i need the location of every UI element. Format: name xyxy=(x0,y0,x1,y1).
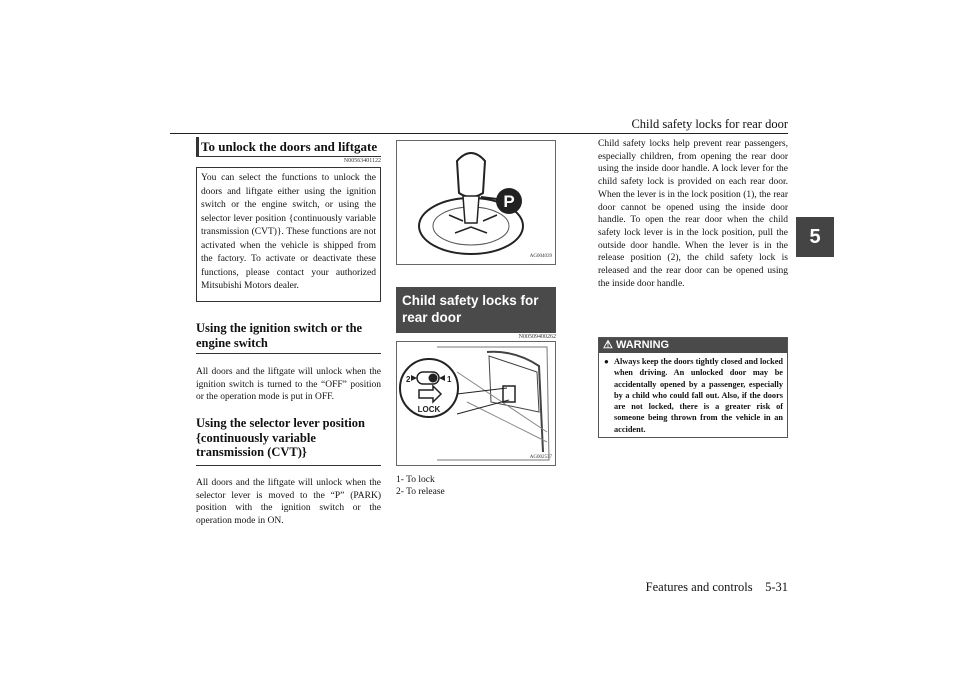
unlock-heading: To unlock the doors and liftgate xyxy=(196,137,381,157)
warning-box xyxy=(598,337,788,438)
child-lock-figure xyxy=(396,341,556,466)
unlock-ref-code: N00563401122 xyxy=(343,158,381,164)
warning-label: WARNING xyxy=(615,339,670,351)
unlock-note-box: You can select the functions to unlock the doors and liftgate either using the ignition switch or the engine switch, or using the selector lever position {continuously variable transmission (CVT)}. These functions are not activated when the vehicle is shipped from the factory. To activate or deactivate these functions, please contact your authorized Mitsubishi Motors dealer. xyxy=(196,167,381,302)
warning-text-block xyxy=(599,353,787,435)
child-lock-paragraph: Child safety locks help prevent rear passengers, especially children, from opening the rear door using the inside door handle. A lock lever for the child safety lock is provided on each rear door. When the lever is in the lock position (1), the rear door cannot be opened using the inside door handle. To open the rear door when the child safety lock lever is in the lock position, pull the outside door handle. When the lever is in the release position (2), the child safety lock is released and the rear door can be opened using the inside door handle. xyxy=(598,139,788,289)
caption-release: 2- To release xyxy=(396,487,445,497)
selector-lever-illustration xyxy=(397,141,555,264)
warning-header xyxy=(599,338,787,353)
child-lock-illustration xyxy=(397,342,555,465)
running-header: Child safety locks for rear door xyxy=(631,117,788,131)
selector-subheading: Using the selector lever position {continuously variable transmission (CVT)} xyxy=(196,416,381,466)
header-rule xyxy=(170,133,788,134)
section-title-bar: Child safety locks for rear door xyxy=(396,287,556,333)
ignition-subheading: Using the ignition switch or the engine switch xyxy=(196,321,381,354)
release-number: 2 xyxy=(406,375,411,384)
section-ref-code: N00509400262 xyxy=(518,334,556,340)
figure1-code: AG004039 xyxy=(529,254,552,259)
selector-paragraph: All doors and the liftgate will unlock when the selector lever is moved to the “P” (PARK) position with the ignition switch or the operation mode in ON. xyxy=(196,478,381,526)
lock-number: 1 xyxy=(447,375,452,384)
chapter-tab: 5 xyxy=(796,217,834,257)
warning-triangle-icon: ⚠ xyxy=(603,339,613,351)
lock-label: LOCK xyxy=(417,405,441,414)
selector-lever-figure xyxy=(396,140,556,265)
warning-text: Always keep the doors tightly closed and locked when driving. An unlocked door may be accidentally opened by a passenger, especially by a child who could fall out. Also, if the doors are not locked, there is a greater risk of someone being thrown from the vehicle in an accident. xyxy=(614,357,783,434)
caption-lock: 1- To lock xyxy=(396,475,435,485)
park-letter: P xyxy=(503,192,515,211)
figure2-code: AG002537 xyxy=(529,455,552,460)
ignition-paragraph: All doors and the liftgate will unlock when the ignition switch is turned to the “OFF” position or the operation mode is put in OFF. xyxy=(196,367,381,402)
page-footer: Features and controls 5-31 xyxy=(645,580,788,594)
bullet-icon: ● xyxy=(604,357,609,366)
